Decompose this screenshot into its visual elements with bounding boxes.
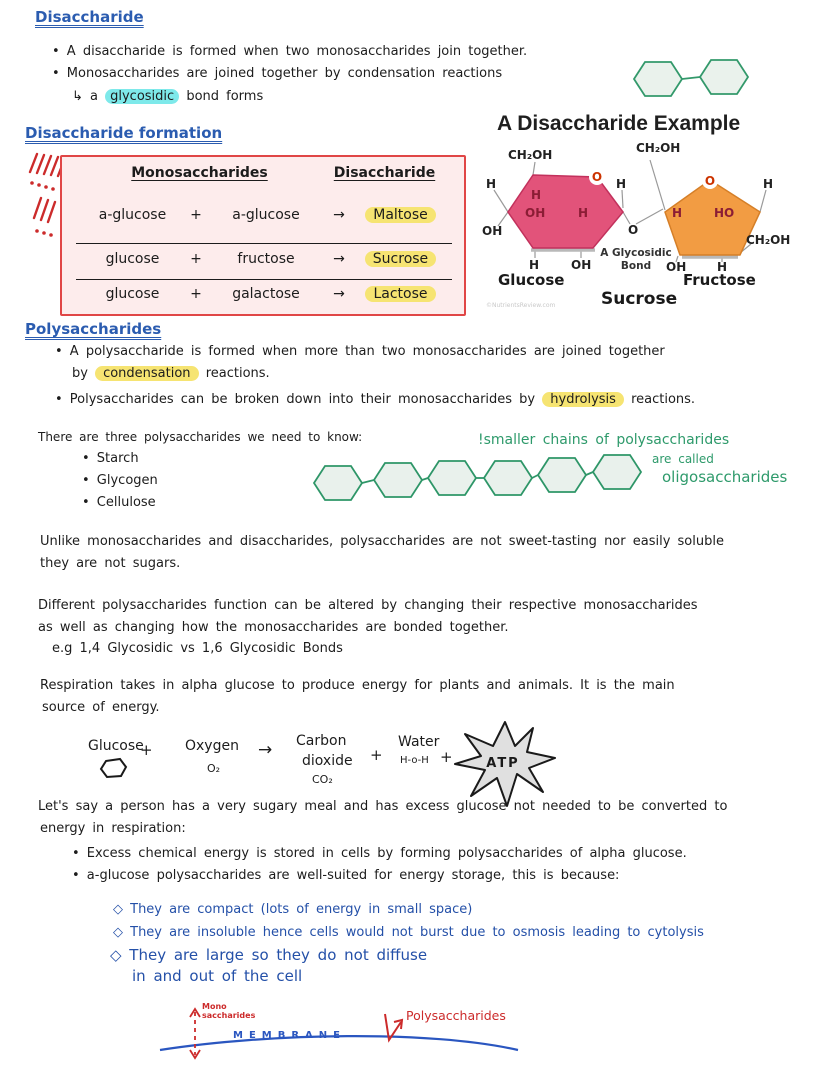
fructose-label: Fructose	[683, 271, 756, 289]
heading-disaccharide: Disaccharide	[35, 8, 144, 26]
heading-polysaccharides: Polysaccharides	[25, 320, 162, 338]
watermark: ©NutrientsReview.com	[486, 302, 556, 309]
disaccharide-bullet-2: • Monosaccharides are joined together by condensation reactions	[52, 66, 503, 81]
disaccharide-hexagon-pair-icon	[618, 50, 778, 110]
membrane-mono-label-line2: saccharides	[202, 1011, 256, 1020]
oligosaccharide-note-line3: oligosaccharides	[662, 468, 788, 486]
svg-text:H: H	[763, 177, 774, 191]
list-item-cellulose: • Cellulose	[82, 495, 156, 510]
svg-text:OH: OH	[666, 260, 687, 274]
svg-text:O: O	[704, 174, 716, 188]
monosaccharide-arrow	[190, 1009, 200, 1058]
excess-energy-bullet: • Excess chemical energy is stored in cells by forming polysaccharides of alpha glucose.	[72, 846, 687, 861]
svg-text:OH: OH	[571, 258, 592, 272]
hash-dots	[30, 181, 55, 237]
not-sugars-line1: Unlike monosaccharides and disaccharides, polysaccharides are not sweet-tasting nor easily soluble	[40, 534, 724, 549]
table-divider	[76, 243, 452, 244]
membrane-mono-label-line1: Mono	[202, 1002, 227, 1011]
respiration-line1: Respiration takes in alpha glucose to produce energy for plants and animals. It is the main	[40, 678, 675, 693]
list-item-starch: • Starch	[82, 451, 139, 466]
bond-line	[682, 77, 700, 79]
membrane-label: MEMBRANE	[233, 1030, 346, 1041]
eq-plus-2: +	[370, 746, 383, 764]
polysaccharide-bullet-2: • Polysaccharides can be broken down into their monosaccharides by hydrolysis reactions.	[55, 392, 696, 407]
svg-text:OH: OH	[482, 224, 503, 238]
blue-bullet-large-line1: ◇ They are large so they do not diffuse	[110, 946, 428, 964]
svg-text:H: H	[529, 258, 540, 272]
blue-bullet-insoluble: ◇ They are insoluble hence cells would not burst due to osmosis leading to cytolysis	[113, 925, 704, 940]
sucrose-highlight: Sucrose	[365, 251, 436, 267]
eq-arrow: →	[258, 740, 273, 760]
glucose-label: Glucose	[498, 271, 565, 289]
glycosidic-highlight: glycosidic	[105, 89, 179, 104]
polysaccharide-bullet-1a: • A polysaccharide is formed when more than two monosaccharides are joined together	[55, 344, 665, 359]
svg-text:H: H	[578, 206, 589, 220]
disaccharide-formation-table	[60, 155, 466, 316]
svg-text:O: O	[591, 170, 603, 184]
storage-bullet: • a-glucose polysaccharides are well-suited for energy storage, this is because:	[72, 868, 620, 883]
svg-text:HO: HO	[714, 206, 735, 220]
blue-bullet-large-line2: in and out of the cell	[132, 967, 303, 985]
polysaccharide-bullet-1b: by condensation reactions.	[72, 366, 270, 381]
svg-text:Bond: Bond	[620, 260, 652, 272]
svg-text:CH₂OH: CH₂OH	[636, 141, 681, 155]
three-polysaccharides-line: There are three polysaccharides we need to know:	[38, 430, 363, 444]
glycosidic-bond-line: ↳ a glycosidic bond forms	[72, 89, 264, 104]
heading-disaccharide-formation: Disaccharide formation	[25, 124, 223, 142]
svg-text:H: H	[717, 260, 728, 274]
maltose-highlight: Maltose	[365, 207, 436, 223]
glucose-ring-shape	[101, 759, 126, 777]
eq-o2: O₂	[207, 762, 221, 775]
hexagon-shape	[700, 60, 748, 94]
diagram-title: A Disaccharide Example	[497, 112, 741, 135]
eq-water: Water	[398, 734, 440, 750]
not-sugars-line2: they are not sugars.	[40, 556, 181, 571]
sugary-meal-line2: energy in respiration:	[40, 821, 186, 836]
svg-text:A Glycosidic: A Glycosidic	[600, 247, 672, 259]
lactose-highlight: Lactose	[365, 286, 435, 302]
disaccharide-bullet-1: • A disaccharide is formed when two monosaccharides join together.	[52, 44, 528, 59]
svg-text:CH₂OH: CH₂OH	[508, 148, 553, 162]
eq-plus-3: +	[440, 748, 453, 766]
eq-co2: CO₂	[312, 773, 333, 786]
glycosidic-bond-label	[600, 247, 671, 272]
oligosaccharide-note-line2: are called	[652, 452, 714, 466]
table-divider	[76, 279, 452, 280]
table-header-disaccharide: Disaccharide	[333, 165, 436, 181]
sucrose-structure-diagram	[478, 138, 823, 323]
sugary-meal-line1: Let's say a person has a very sugary meal and has excess glucose not needed to be converted to	[38, 799, 728, 814]
glycosidic-example-line: e.g 1,4 Glycosidic vs 1,6 Glycosidic Bonds	[52, 641, 343, 656]
table-row: glucose + galactose → Lactose	[80, 286, 448, 302]
svg-text:CH₂OH: CH₂OH	[746, 233, 791, 247]
svg-text:OH: OH	[525, 206, 546, 220]
atp-label: ATP	[486, 756, 520, 771]
svg-text:H: H	[672, 206, 683, 220]
hexagon-shape	[634, 62, 682, 96]
eq-carbon: Carbon	[296, 733, 347, 749]
svg-text:H: H	[531, 188, 542, 202]
table-row: glucose + fructose → Sucrose	[80, 251, 448, 267]
membrane-poly-label: Polysaccharides	[406, 1008, 506, 1023]
table-header-monosaccharides: Monosaccharides	[131, 165, 268, 181]
svg-text:O: O	[628, 223, 639, 237]
table-row: a-glucose + a-glucose → Maltose	[80, 207, 448, 223]
respiration-line2: source of energy.	[42, 700, 160, 715]
function-line1: Different polysaccharides function can be altered by changing their respective monosaccharides	[38, 598, 698, 613]
svg-text:H: H	[616, 177, 627, 191]
glucose-ring-icon	[100, 757, 128, 779]
eq-dioxide: dioxide	[302, 753, 353, 769]
oligosaccharide-note-line1: !smaller chains of polysaccharides	[478, 432, 730, 448]
condensation-highlight: condensation	[95, 366, 198, 381]
eq-hoh: H-o-H	[400, 755, 429, 766]
list-item-glycogen: • Glycogen	[82, 473, 158, 488]
eq-glucose: Glucose	[88, 738, 144, 754]
sucrose-label: Sucrose	[601, 289, 678, 309]
hydrolysis-highlight: hydrolysis	[542, 392, 624, 407]
blue-bullet-compact: ◇ They are compact (lots of energy in small space)	[113, 902, 473, 917]
eq-oxygen: Oxygen	[185, 738, 239, 754]
eq-plus-1: +	[140, 741, 153, 759]
svg-text:H: H	[486, 177, 497, 191]
function-line2: as well as changing how the monosaccharides are bonded together.	[38, 620, 509, 635]
polysaccharide-chain-icon	[310, 455, 655, 513]
atp-star-icon	[455, 722, 555, 807]
